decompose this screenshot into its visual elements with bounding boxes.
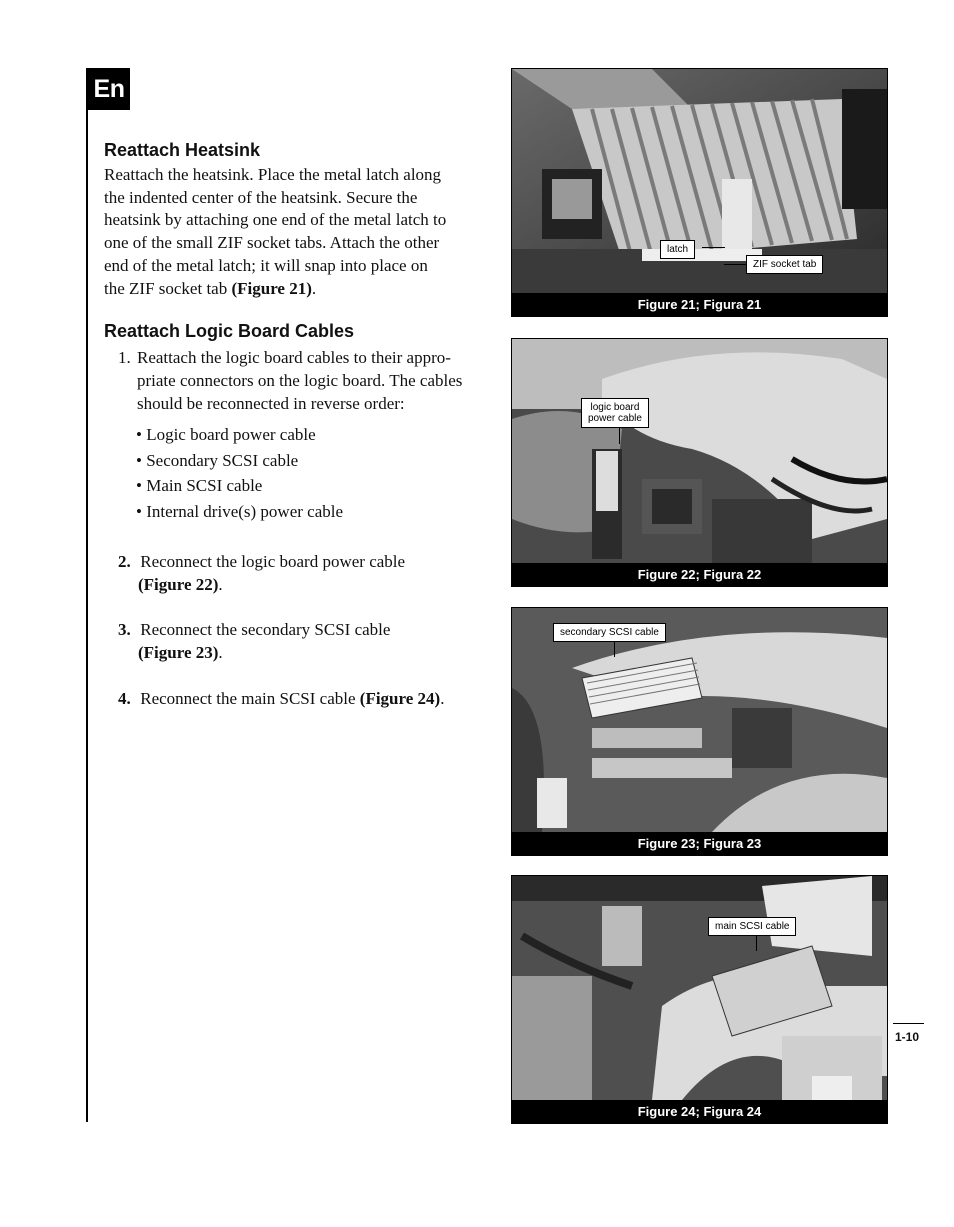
margin-rule [86,68,88,1122]
logic-board-power-cable-callout [581,398,649,428]
figure-23 [511,607,888,856]
heatsink-heading: Reattach Heatsink [104,140,261,160]
figure-caption: Figure 24; Figura 24 [512,1100,887,1123]
text-line: priate connectors on the logic board. The cables [137,371,463,390]
figure-caption: Figure 22; Figura 22 [512,563,887,586]
figure-reference: (Figure 24) [359,689,441,708]
step-number: 3. [118,620,131,639]
callout-line: logic board [590,402,640,413]
heatsink-paragraph [104,164,446,300]
step-text: Reconnect the logic board power cable [140,552,406,571]
step-3 [118,618,390,641]
step-text: Reconnect the secondary SCSI cable [140,620,391,639]
text-line: Reattach the heatsink. Place the metal latch along [104,165,442,184]
callout-leader [702,247,725,248]
step-3-ref-line [138,641,223,664]
text-line: Reattach the logic board cables to their appro- [137,348,451,367]
step-2-ref-line [138,573,223,596]
text-fragment: . [218,575,223,594]
language-tab: En [88,68,130,110]
text-fragment: . [440,689,445,708]
text-fragment: . [218,643,223,662]
text-line [104,278,446,301]
power-cable-photo [512,339,887,563]
step-1-number: 1. [118,348,131,367]
callout-leader [724,264,747,265]
heatsink-photo [512,69,887,293]
step-text: Reconnect the main SCSI cable [140,689,360,708]
bullet-item: • Internal drive(s) power cable [136,502,344,521]
text-line: should be reconnected in reverse order: [137,394,405,413]
figure-reference: (Figure 22) [138,575,219,594]
cables-heading: Reattach Logic Board Cables [104,321,355,341]
main-scsi-cable-callout: main SCSI cable [708,917,796,936]
step-number: 2. [118,552,131,571]
callout-leader [619,427,620,444]
main-scsi-photo [512,876,887,1100]
step-number: 4. [118,689,131,708]
step-1-text [137,346,462,415]
step-2 [118,550,405,573]
figure-21 [511,68,888,317]
text-line: end of the metal latch; it will snap into place on [104,255,428,275]
bullet-item: • Main SCSI cable [136,476,263,495]
step-4 [118,687,444,710]
bullet-item: • Secondary SCSI cable [136,451,299,470]
page-number-rule [893,1023,924,1024]
text-line: heatsink by attaching one end of the metal latch to [104,210,447,230]
figure-caption: Figure 23; Figura 23 [512,832,887,855]
text-line: one of the small ZIF socket tabs. Attach the other [104,233,440,253]
text-fragment: the ZIF socket tab [104,278,232,298]
zif-socket-tab-callout: ZIF socket tab [746,255,823,274]
page-number: 1-10 [895,1030,920,1044]
callout-line: power cable [588,413,642,424]
text-fragment: . [311,278,317,298]
figure-24 [511,875,888,1124]
figure-caption: Figure 21; Figura 21 [512,293,887,316]
callout-leader [614,640,615,657]
latch-callout: latch [660,240,695,259]
figure-reference: (Figure 21) [231,278,312,298]
text-line: the indented center of the heatsink. Secure the [104,187,418,207]
figure-22 [511,338,888,587]
secondary-scsi-cable-callout: secondary SCSI cable [553,623,666,642]
bullet-item: • Logic board power cable [136,425,316,444]
figure-reference: (Figure 23) [138,643,219,662]
